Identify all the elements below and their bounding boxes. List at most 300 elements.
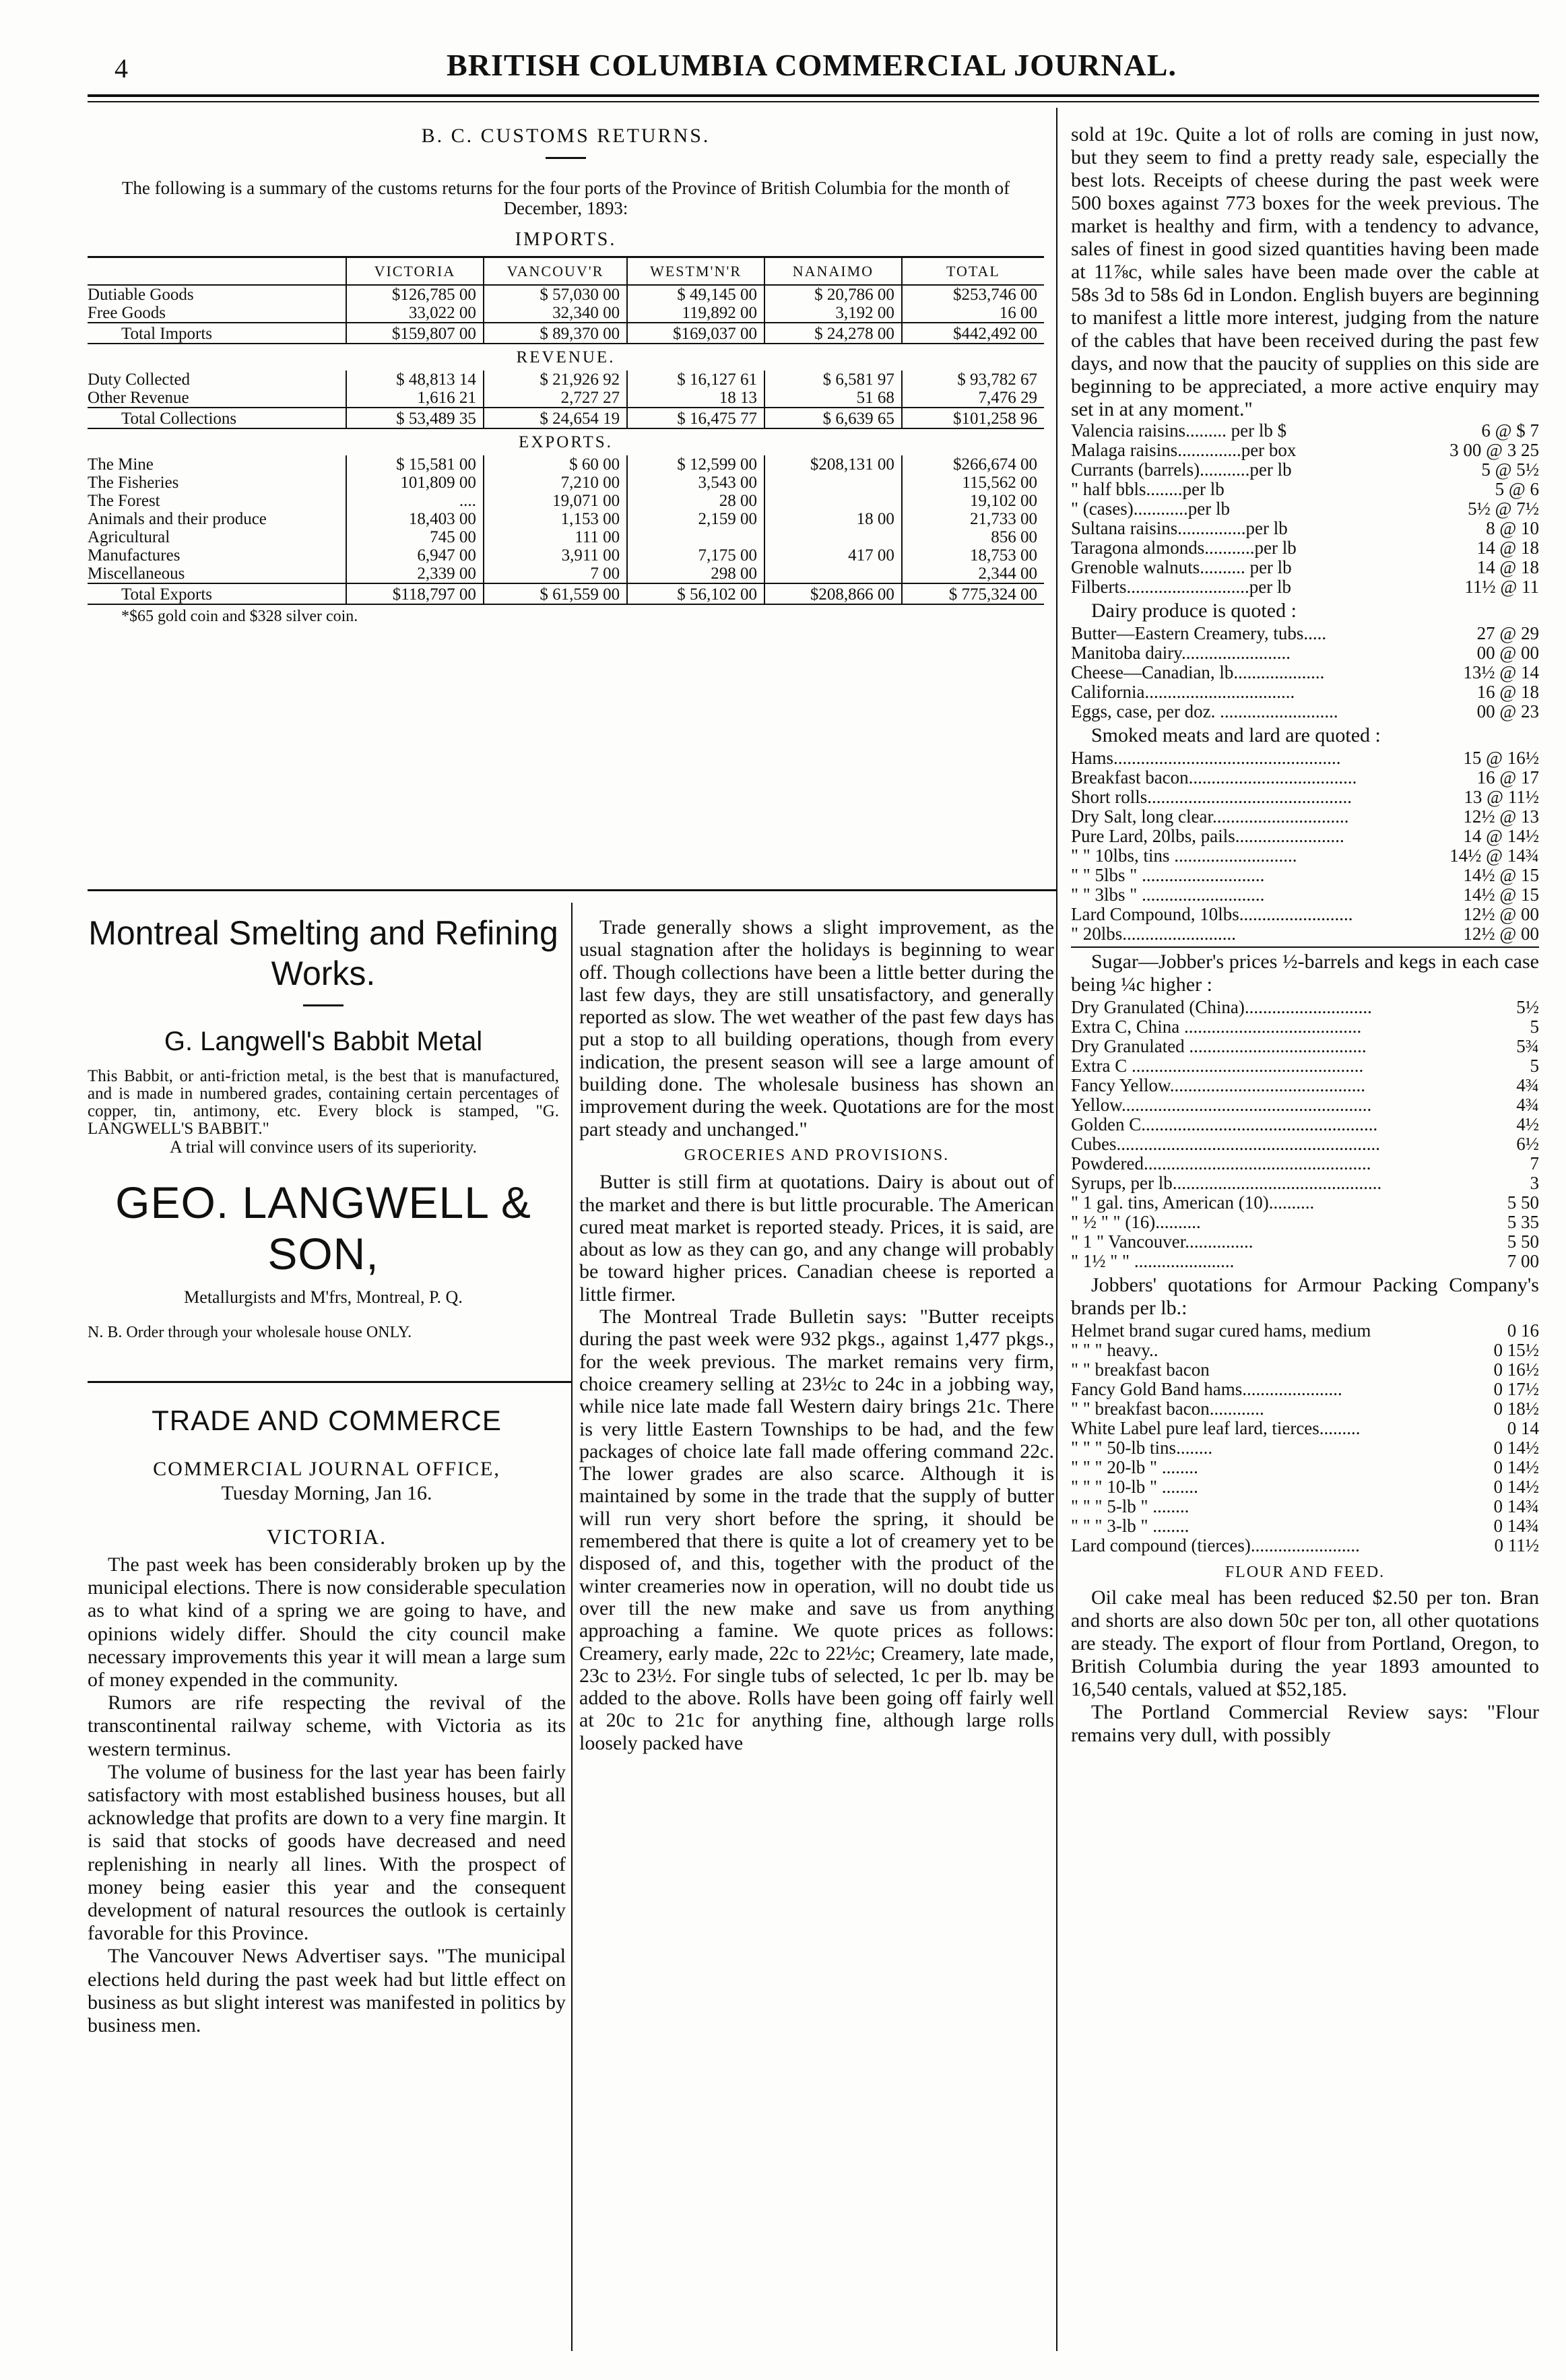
price-item: " 1 gal. tins, American (10).......... [1071,1192,1315,1213]
cell-value: $ 49,145 00 [627,285,764,304]
price-value: 0 16½ [1493,1359,1539,1380]
customs-table [88,256,1044,605]
price-row [1071,866,1539,885]
price-row [1071,538,1539,558]
price-row [1071,643,1539,663]
price-item: Currants (barrels)...........per lb [1071,459,1292,480]
table-row [88,304,1044,323]
price-item: Taragona almonds...........per lb [1071,538,1297,558]
cell-value: $ 61,559 00 [484,583,627,604]
price-value: 16 @ 18 [1476,682,1539,702]
cell-value: $ 56,102 00 [627,583,764,604]
price-value: 5 35 [1507,1212,1539,1232]
price-value: 5 @ 5½ [1481,459,1539,480]
table-row [88,389,1044,408]
cell-value: 7 00 [484,565,627,583]
price-item: Lard Compound, 10lbs......................... [1071,904,1353,924]
price-row [1071,1380,1539,1399]
cell-value [764,474,902,492]
cell-value: 7,210 00 [484,474,627,492]
price-item: " 1½ " " ...................... [1071,1251,1235,1271]
price-row [1071,1017,1539,1037]
price-row [1071,1173,1539,1193]
price-row [1071,768,1539,787]
trade-paragraph: The volume of business for the last year has been fairly satisfactory with most established business houses, but all acknowledge that profits are down to a very fine margin. It is said that stocks of goods have decreased and need replenishing in nearly all lines. With the prospect of money being easier this year and the consequent development of natural resources the outlook is certainly favorable for this Province. [88,1760,566,1945]
price-value: 4½ [1516,1114,1539,1134]
cell-value: 19,102 00 [902,492,1044,510]
price-item: Eggs, case, per doz. .......................... [1071,701,1338,721]
cell-value: 745 00 [346,528,484,546]
price-row [1071,1497,1539,1516]
price-row [1071,663,1539,682]
price-item: " " " 5-lb " ........ [1071,1496,1189,1516]
price-row [1071,421,1539,441]
price-item: " " " heavy.. [1071,1340,1159,1360]
cell-value [764,565,902,583]
price-item: Dry Salt, long clear.............................. [1071,806,1349,827]
price-value: 0 14 [1507,1418,1539,1438]
price-row [1071,1037,1539,1056]
customs-returns [88,125,1044,626]
price-item: Cubes.......................................................... [1071,1134,1380,1154]
cell-value: $126,785 00 [346,285,484,304]
price-value: 5¾ [1516,1036,1539,1056]
trade-text [88,1553,566,2037]
column-divider-middle [571,903,573,2351]
sugar-price-list [1071,998,1539,1271]
price-value: 14 @ 18 [1476,538,1539,558]
price-row [1071,827,1539,846]
price-value: 15 @ 16½ [1463,748,1539,768]
meats-heading: Smoked meats and lard are quoted : [1091,724,1381,746]
trade-paragraph: Rumors are rife respecting the revival of the transcontinental railway scheme, with Victoria as its western terminus. [88,1692,566,1760]
price-row [1071,807,1539,827]
price-item: Dry Granulated ....................................... [1071,1036,1367,1056]
price-item: " " 5lbs " ........................... [1071,865,1265,885]
price-row [1071,682,1539,702]
total-row [88,408,1044,428]
ad-title: Montreal Smelting and Refining Works. [88,914,558,992]
cell-value: $ 15,581 00 [346,455,484,474]
cell-value: $266,674 00 [902,455,1044,474]
price-value: 0 14½ [1493,1457,1539,1477]
cell-value: 2,339 00 [346,565,484,583]
price-row [1071,1458,1539,1477]
price-value: 0 17½ [1493,1379,1539,1399]
row-label: Miscellaneous [88,565,185,583]
price-item: California................................. [1071,682,1295,702]
trade-date: Tuesday Morning, Jan 16. [221,1482,432,1504]
victoria-heading: VICTORIA. [266,1524,387,1549]
price-item: Fancy Gold Band hams...................... [1071,1379,1342,1399]
header-label-cell [88,257,346,286]
price-value: 11½ @ 11 [1464,577,1539,597]
cell-value: 19,071 00 [484,492,627,510]
price-value: 0 14¾ [1493,1496,1539,1516]
cell-value: $ 21,926 92 [484,371,627,389]
cell-value: 7,476 29 [902,389,1044,408]
price-item: Pure Lard, 20lbs, pails........................ [1071,826,1344,846]
price-value: 0 14¾ [1493,1516,1539,1536]
dairy-price-list [1071,624,1539,721]
cell-value [764,492,902,510]
column-header: WESTM'N'R [627,257,764,286]
ad-body-trial: A trial will convince users of its superiority. [169,1137,478,1157]
price-value: 00 @ 00 [1476,643,1539,663]
row-label: Other Revenue [88,389,189,407]
cell-value: 28 00 [627,492,764,510]
table-row [88,528,1044,546]
column-header: VICTORIA [346,257,484,286]
price-row [1071,846,1539,866]
price-row [1071,1399,1539,1419]
ad-bottom-rule [88,1381,571,1383]
price-value: 5 [1530,1056,1539,1076]
price-item: " " 3lbs " ........................... [1071,885,1265,905]
cell-value: 856 00 [902,528,1044,546]
trade-and-commerce [88,1405,566,2037]
cell-value: $ 6,639 65 [764,408,902,428]
meats-price-list [1071,748,1539,944]
price-item: " " " 10-lb " ........ [1071,1477,1198,1497]
price-row [1071,519,1539,538]
fruit-price-list [1071,421,1539,597]
journal-title: BRITISH COLUMBIA COMMERCIAL JOURNAL. [447,48,1177,82]
cell-value: 3,543 00 [627,474,764,492]
price-item: " " " 50-lb tins........ [1071,1438,1213,1458]
cell-value: 3,911 00 [484,546,627,565]
right-paragraph: Oil cake meal has been reduced $2.50 per ton. Bran and shorts are also down 50c per ton, all other quotations are steady. The export of flour from Portland, Oregon, to British Columbia during the year 1893 amounted to 16,540 centals, valued at $52,185. [1071,1586,1539,1700]
price-row [1071,1438,1539,1458]
price-item: " 20lbs......................... [1071,924,1237,944]
cell-value: $ 53,489 35 [346,408,484,428]
price-row [1071,558,1539,577]
cell-value: 3,192 00 [764,304,902,323]
price-row [1071,748,1539,768]
price-value: 00 @ 23 [1476,701,1539,721]
price-item: Manitoba dairy........................ [1071,643,1291,663]
middle-column [579,916,1054,1754]
row-label: The Fisheries [88,474,179,492]
flour-heading: FLOUR AND FEED. [1225,1564,1385,1581]
cell-value: $ 16,127 61 [627,371,764,389]
mid-paragraph: Butter is still firm at quotations. Dairy is about out of the market and there is but little procurable. The American cured meat market is reported steady. Prices, it is said, are about as low as they can go, and any change will probably be toward higher prices. Canadian cheese is reported a little firmer. [579,1171,1054,1306]
cell-value [627,528,764,546]
price-value: 14½ @ 14¾ [1449,845,1539,866]
cell-value: $253,746 00 [902,285,1044,304]
header-rule-top [88,94,1539,97]
title-dash [546,157,586,159]
price-item: Filberts...........................per lb [1071,577,1291,597]
price-item: Yellow....................................................... [1071,1095,1372,1115]
price-item: " " 10lbs, tins ........................... [1071,845,1297,866]
price-row [1071,1516,1539,1536]
price-row [1071,702,1539,721]
cell-value: 33,022 00 [346,304,484,323]
trade-office: COMMERCIAL JOURNAL OFFICE, [153,1458,500,1480]
price-row [1071,480,1539,499]
table-row [88,474,1044,492]
price-item: Grenoble walnuts.......... per lb [1071,557,1292,577]
price-item: Short rolls............................................. [1071,787,1352,807]
price-row [1071,577,1539,597]
cell-value: $208,866 00 [764,583,902,604]
price-value: 13 @ 11½ [1464,787,1539,807]
price-item: Fancy Yellow........................................... [1071,1075,1366,1095]
table-row [88,492,1044,510]
trade-title: TRADE AND COMMERCE [152,1405,502,1436]
cell-value: $169,037 00 [627,323,764,344]
price-value: 14½ @ 15 [1463,885,1539,905]
price-value: 5½ @ 7½ [1468,498,1539,519]
row-label: Total Exports [88,583,346,604]
price-value: 3 00 @ 3 25 [1449,440,1539,460]
price-value: 4¾ [1516,1075,1539,1095]
cell-value: 16 00 [902,304,1044,323]
price-item: Dry Granulated (China)............................ [1071,997,1372,1017]
cell-value: $ 775,324 00 [902,583,1044,604]
row-label: Free Goods [88,304,166,322]
right-paragraph: sold at 19c. Quite a lot of rolls are coming in just now, but they seem to find a pretty ready sale, especially the best lots. Receipts of cheese during the past week were 500 boxes against 773 boxes for the week previous. The market is healthy and firm, with a tendency to advance, sales of finest in good sized quantities having been made at 11⅞c, while sales have been made over the cable at 58s 3d to 58s 6d in London. English buyers are beginning to manifest a little more interest, judging from the nature of the cables that have been received during the past few days, and now that the paucity of supplies on this side are beginning to be appreciated, a more active enquiry may set in at any moment." [1071,123,1539,420]
price-item: " ½ " " (16).......... [1071,1212,1201,1232]
price-value: 12½ @ 00 [1463,904,1539,924]
row-label: The Mine [88,455,154,474]
imports-heading: IMPORTS. [515,229,617,250]
price-value: 7 [1530,1153,1539,1173]
price-item: Extra C ................................................... [1071,1056,1364,1076]
price-value: 5½ [1516,997,1539,1017]
price-row [1071,1076,1539,1095]
row-label: Animals and their produce [88,510,267,528]
section-heading: REVENUE. [516,348,616,366]
customs-bottom-rule [88,889,1056,891]
price-item: Golden C.................................................... [1071,1114,1378,1134]
column-header: VANCOUV'R [484,257,627,286]
trade-paragraph: The past week has been considerably broken up by the municipal elections. There is now considerable speculation as to what kind of a spring we are going to have, and opinions widely differ. Should the city council make necessary improvements this year it will mean a large sum of money expended in the community. [88,1553,566,1692]
price-value: 0 18½ [1493,1398,1539,1419]
price-item: " (cases)............per lb [1071,498,1230,519]
cell-value: $ 6,581 97 [764,371,902,389]
cell-value: $118,797 00 [346,583,484,604]
price-row [1071,1536,1539,1555]
price-item: Breakfast bacon..................................... [1071,767,1357,787]
cell-value: 18 13 [627,389,764,408]
cell-value: $ 57,030 00 [484,285,627,304]
row-label: Dutiable Goods [88,286,194,304]
price-item: Syrups, per lb.............................................. [1071,1173,1382,1193]
price-value: 0 15½ [1493,1340,1539,1360]
price-row [1071,1115,1539,1134]
header-rule-bottom [88,101,1539,102]
customs-title: B. C. CUSTOMS RETURNS. [421,125,711,147]
price-value: 0 11½ [1494,1535,1539,1555]
ad-subtitle: G. Langwell's Babbit Metal [164,1027,483,1056]
ad-body: This Babbit, or anti-friction metal, is the best that is manufactured, and is made in numbered grades, containing certain percentages of copper, tin, antimony, etc. Every block is stamped, "G. LANGWELL'S BABBIT." [88,1067,559,1138]
cell-value: 2,344 00 [902,565,1044,583]
price-value: 3 [1530,1173,1539,1193]
price-item: Powdered.................................................. [1071,1153,1371,1173]
price-value: 6 @ $ 7 [1481,420,1539,441]
cell-value: 18 00 [764,510,902,528]
price-value: 14½ @ 15 [1463,865,1539,885]
price-row [1071,624,1539,643]
price-row [1071,998,1539,1017]
section-heading: EXPORTS. [519,433,613,451]
price-value: 5 50 [1507,1192,1539,1213]
price-row [1071,885,1539,905]
page-header [88,47,1536,94]
cell-value: $ 20,786 00 [764,285,902,304]
price-item: " half bbls........per lb [1071,479,1225,499]
table-row [88,371,1044,389]
column-header: TOTAL [902,257,1044,286]
armour-price-list [1071,1321,1539,1555]
price-value: 14 @ 14½ [1463,826,1539,846]
cell-value: $ 24,654 19 [484,408,627,428]
price-item: Butter—Eastern Creamery, tubs..... [1071,623,1327,643]
price-item: Hams.................................................. [1071,748,1341,768]
price-row [1071,924,1539,944]
cell-value: $ 89,370 00 [484,323,627,344]
price-item: Valencia raisins......... per lb $ [1071,420,1287,441]
price-value: 6½ [1516,1134,1539,1154]
row-label: Duty Collected [88,371,191,389]
cell-value: 51 68 [764,389,902,408]
row-label: The Forest [88,492,160,510]
cell-value: 2,159 00 [627,510,764,528]
price-row [1071,1154,1539,1173]
ad-firm-name: GEO. LANGWELL & SON, [115,1178,531,1279]
price-value: 0 14½ [1493,1438,1539,1458]
cell-value: 32,340 00 [484,304,627,323]
table-row [88,285,1044,304]
price-value: 0 16 [1507,1320,1539,1341]
price-row [1071,1419,1539,1438]
sugar-heading: Sugar—Jobber's prices ½-barrels and kegs in each case being ¼c higher : [1071,951,1539,996]
price-value: 5 50 [1507,1231,1539,1252]
cell-value: $ 24,278 00 [764,323,902,344]
price-value: 16 @ 17 [1476,767,1539,787]
price-item: " " " 20-lb " ........ [1071,1457,1198,1477]
page-number: 4 [115,53,128,84]
total-row [88,323,1044,344]
price-item: " 1 " Vancouver............... [1071,1231,1253,1252]
cell-value: 1,153 00 [484,510,627,528]
cell-value: $159,807 00 [346,323,484,344]
armour-heading: Jobbers' quotations for Armour Packing Company's brands per lb.: [1071,1274,1539,1319]
price-item: Extra C, China ....................................... [1071,1017,1362,1037]
ad-note: N. B. Order through your wholesale house ONLY. [88,1324,412,1341]
cell-value: $ 16,475 77 [627,408,764,428]
price-row [1071,499,1539,519]
cell-value: $ 48,813 14 [346,371,484,389]
groceries-heading: GROCERIES AND PROVISIONS. [684,1146,950,1164]
cell-value: 115,562 00 [902,474,1044,492]
price-item: Helmet brand sugar cured hams, medium [1071,1320,1371,1341]
price-row [1071,1095,1539,1115]
price-row [1071,787,1539,807]
cell-value: $ 12,599 00 [627,455,764,474]
column-header: NANAIMO [764,257,902,286]
price-item: Sultana raisins...............per lb [1071,518,1288,538]
price-row [1071,1232,1539,1252]
dairy-heading: Dairy produce is quoted : [1091,600,1297,622]
row-label: Agricultural [88,528,170,546]
price-value: 5 @ 6 [1495,479,1539,499]
table-row [88,510,1044,528]
price-value: 4¾ [1516,1095,1539,1115]
price-value: 8 @ 10 [1486,518,1539,538]
cell-value: 21,733 00 [902,510,1044,528]
price-item: Malaga raisins..............per box [1071,440,1297,460]
price-value: 27 @ 29 [1476,623,1539,643]
table-row [88,546,1044,565]
cell-value: 18,753 00 [902,546,1044,565]
cell-value: $442,492 00 [902,323,1044,344]
cell-value: 111 00 [484,528,627,546]
cell-value: 7,175 00 [627,546,764,565]
cell-value: 101,809 00 [346,474,484,492]
cell-value: 6,947 00 [346,546,484,565]
price-item: Cheese—Canadian, lb.................... [1071,662,1325,682]
list-rule [1071,946,1539,948]
right-paragraph: The Portland Commercial Review says: "Flour remains very dull, with possibly [1071,1701,1539,1746]
cell-value: $ 93,782 67 [902,371,1044,389]
cell-value: $208,131 00 [764,455,902,474]
trade-paragraph: The Vancouver News Advertiser says. "The municipal elections held during the past week had but little effect on business as but slight interest was manifested in politics by business men. [88,1945,566,2037]
cell-value: 298 00 [627,565,764,583]
price-value: 12½ @ 13 [1463,806,1539,827]
ad-dash [303,1004,344,1006]
price-row [1071,1477,1539,1497]
row-label: Total Imports [88,323,346,344]
price-row [1071,1213,1539,1232]
cell-value: 18,403 00 [346,510,484,528]
cell-value: .... [346,492,484,510]
langwell-advertisement [88,913,559,1341]
cell-value: 2,727 27 [484,389,627,408]
total-row [88,583,1044,604]
table-header-row [88,257,1044,286]
price-item: Lard compound (tierces)........................ [1071,1535,1360,1555]
price-row [1071,1056,1539,1076]
customs-footnote: *$65 gold coin and $328 silver coin. [121,608,358,625]
price-row [1071,905,1539,924]
column-divider-right [1056,108,1057,2351]
cell-value: 1,616 21 [346,389,484,408]
mid-paragraph: The Montreal Trade Bulletin says: "Butter receipts during the past week were 932 pkgs., against 1,477 pkgs., for the week previous. The market remains very firm, choice creamery selling at 23½c to 24c in a jobbing way, while nice late made fall Western dairy brings 21c. There is very little Eastern Townships to be had, and the few packages of choice late fall made offering command 22c. The lower grades are also scarce. Although it is maintained by some in the trade that the supply of butter will run very short before the spring, it should be remembered that there is quite a lot of creamery yet to be disposed of, and this, together with the product of the winter creameries now in operation, will no doubt tide us over till the new make and save us from anything approaching a famine. We quote prices as follows: Creamery, early made, 22c to 22½c; Creamery, late made, 23c to 23½. For single tubs of selected, 1c per lb. may be added to the above. Rolls have been going off fairly well at 20c to 21c for anything fine, although large rolls loosely packed have [579,1306,1054,1754]
price-value: 7 00 [1507,1251,1539,1271]
row-label: Manufactures [88,546,181,565]
cell-value: $ 60 00 [484,455,627,474]
price-value: 12½ @ 00 [1463,924,1539,944]
mid-paragraph: Trade generally shows a slight improvement, as the usual stagnation after the holidays is beginning to wear off. Though collections have been a little better during the last few days, they are still unsatisfactory, and generally reported as slow. The wet weather of the past few days has put a stop to all building operations, though from every indication, the present season will see a large amount of building done. The wholesale business has shown an improvement during the week. Quotations are for the most part steady and unchanged." [579,916,1054,1140]
price-item: White Label pure leaf lard, tierces......... [1071,1418,1361,1438]
table-row [88,565,1044,583]
table-row [88,455,1044,474]
section-heading-row [88,428,1044,455]
section-heading-row [88,344,1044,371]
row-label: Total Collections [88,408,346,428]
price-item: " " " 3-lb " ........ [1071,1516,1189,1536]
customs-intro: The following is a summary of the customs returns for the four ports of the Province of British Columbia for the month of December, 1893: [121,178,1010,218]
price-row [1071,1321,1539,1341]
ad-firm-line: Metallurgists and M'frs, Montreal, P. Q. [184,1287,463,1307]
cell-value [764,528,902,546]
cell-value: 417 00 [764,546,902,565]
price-row [1071,1360,1539,1380]
price-row [1071,460,1539,480]
